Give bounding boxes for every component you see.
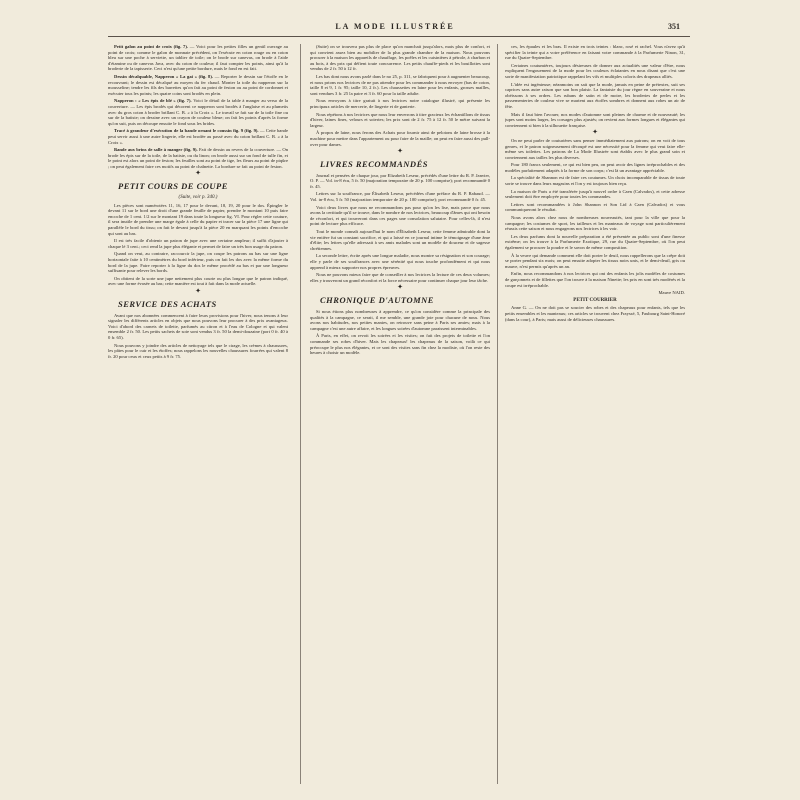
paragraph: L'idée est ingénieuse; néanmoins on sait que la mode, jamais en peine de prétextes, suit ses caprices sans autre raison que son bon plaisir. La fantaisie du jour règne en souveraine et nous obéissons à ses ordres. Les rubans de satin et de moire, les broderies de perles et les passementeries de couleur vive se marient aux étoffes sombres et donnent aux robes un air de fête. <box>505 81 685 109</box>
paragraph: ces, les épaules et les bras. Il existe en trois teintes : blanc, rosé et rachel. Vous n'avez qu'à spécifier la teinte qui a votre préférence en faisant votre commande à la Parfumerie Ninon, 31, rue du Quatre-Septembre. <box>505 44 685 61</box>
column-1 <box>108 44 288 784</box>
paragraph-text: Voici le détail de la table à manger au verso de la couverture. — Les épis brodés qui décorent ce napperon sont brodés à l'anglaise et au plumetis avec du gros coton à broder brillant C. B. « à la Croix ». Le travail se fait sur de la toile fine ou sur de la batiste; on dessine avec un crayon de couleur bleue; on fait les points d'après la forme qu'on suit, puis on découpe ensuite le fond sous les brides. <box>108 98 288 126</box>
running-head <box>110 22 680 36</box>
paragraph: Si nous étions plus nombreuses à apprendre, ce qu'on considère comme la principale des qualités à la campagne, ce serait, il me semble, une grande joie pour chacune de nous. Nous avons nos habitudes, nos petites manies, on retrouve sans peine à Paris ses amies; mais à la campagne c'est une autre affaire, et les longues soirées d'automne paraissent interminables. <box>310 308 490 331</box>
paragraph: Il est très facile d'obtenir un patron de jupe avec une certaine ampleur; il suffit d'ajouter à chaque lé 3 cent.; ceci rend la jupe plus élégante et permet de faire un très bon usage du patron. <box>108 238 288 249</box>
achats-continued <box>310 44 490 147</box>
page-number: 351 <box>668 22 680 31</box>
paragraph: À Paris, en effet, on revoit les soirées et les visites; on fait des projets de toilette et l'on commande ses robes d'hiver. Mais les chapeaux! les chapeaux de la saison, voilà ce qui préoccupe le plus nos élégantes, et ce sont des visites sans fin chez la modiste, où l'on reste des heures à choisir un modèle. <box>310 333 490 356</box>
paragraph: Nous avons alors chez nous de nombreuses nouveautés, tant pour la ville que pour la campagne; les costumes de sport, les tailleurs et les manteaux de voyage sont particulièrement réussis cette saison et nous engageons nos lectrices à les voir. <box>505 215 685 232</box>
column-3 <box>505 44 685 784</box>
couture-notes <box>505 138 685 200</box>
paragraph: Avant que nos abonnées commencent à faire leurs provisions pour l'hiver, nous tenons à leur signaler les différents articles en objets que nous pouvons leur procurer à des prix avantageux. Voici d'abord des carnets de toilette, parfumés au citron et à l'eau de Cologne et qui valent ensemble 2 fr. 50. Les petits sachets de soie sont vendus 3 fr. 50 la demi-douzaine (port 0 fr. 40 à 0 fr. 65). <box>108 312 288 340</box>
ornament-icon <box>310 285 490 291</box>
chronique-body <box>310 309 490 356</box>
paragraph: On ne peut parler de couturières sans penser immédiatement aux patrons; on en voit de tous genres, et le patron soigneusement découpé est une nécessité pour la femme qui veut faire elle-même ses toilettes. Les patrons de La Mode Illustrée sont établis avec le plus grand soin et conviennent aux tailles les plus diverses. <box>505 137 685 160</box>
paragraph <box>108 98 288 126</box>
paragraph: Pour 180 francs seulement, ce qui est bien peu, on peut avoir des lignes irréprochables et des modèles parfaitement adaptés à la forme de son corps; c'est là un avantage appréciable. <box>505 162 685 173</box>
paragraph-lead: Dessin décalquable, Napperon « La gai » (fig. 8). <box>114 73 215 79</box>
paragraph <box>108 44 288 72</box>
achats-body <box>108 313 288 360</box>
column-divider <box>300 44 301 784</box>
paragraph: Tout le monde connaît aujourd'hui le nom d'Élisabeth Leseur, cette femme admirable dont la vie entière fut un constant sacrifice, et qui a laissé en ce journal intime le témoignage d'une âme d'élite; les lettres qu'elle adressait à ses amis malades sont un modèle de douceur et de sagesse chrétiennes. <box>310 229 490 251</box>
section-title-livres: LIVRES RECOMMANDÉS <box>320 158 428 169</box>
ornament-icon <box>310 149 490 155</box>
paragraph: On obtient de la sorte une jupe nettement plus courte ou plus longue que le patron indiqué, avec une forme évasée au bas; cette manière est tout à fait dans la mode actuelle. <box>108 275 288 287</box>
paragraph: Journal et pensées de chaque jour, par Elizabeth Leseur, précédés d'une lettre du R. P. Janvier, O. P. — Vol. in-8 écu, 5 fr. 50 (majoration temporaire de 20 p. 100 comprise); port recommandé 0 fr. 45. <box>310 172 490 189</box>
section-title-achats: SERVICE DES ACHATS <box>118 298 217 309</box>
paragraph: Quand on veut, au contraire, raccourcir la jupe, on coupe les patrons au bas sur une ligne horizontale faite à 10 centimètres du bord inférieur, puis on fait les dos avec la même forme du bord de la jupe. Faire reporter à la ligne du dos le même procédé au bas et par une longueur suffisante pour relever les bords. <box>108 251 288 274</box>
paragraph-lead: Tracé à grandeur d'exécution de la bande ornant le coussin fig. 9 (fig. 9). <box>114 128 260 134</box>
paragraph: Anne G. — On ne doit pas se soucier des robes et des chapeaux pour enfants, tels que les petits ensembles et les manteaux; ces articles se trouvent chez Frayssé, 5, Faubourg Saint-Honoré (dans la cour), à Paris; mais aussi de délicieuses chaussures. <box>505 305 685 322</box>
header-rule <box>108 36 690 37</box>
paragraph: Les deux parfums dont la nouvelle préparation a été présentée au public sont d'une finesse extrême; on les trouve à la Parfumerie Exotique, 29, rue du Quatre-Septembre, où l'on peut également se procurer la poudre et le savon de même composition. <box>505 233 685 250</box>
paragraph-lead: Napperon : « Les épis de blé » (fig. 7). <box>114 98 194 104</box>
paragraph-lead: Petit galon au point de croix (fig. 7). <box>114 44 190 49</box>
paragraph: Nous répétons à nos lectrices que nous leur enverrons à titre gracieux les échantillons de tissus d'hiver, laines fines, velours et soieries; les prix sont de 2 fr. 75 à 12 fr. 50 le mètre suivant la largeur. <box>310 111 490 128</box>
section-title-coupe: PETIT COURS DE COUPE <box>118 181 228 192</box>
paragraph: Les pièces sont numérotées 11, 16, 17 pour le devant, 18, 19, 20 pour le dos. Épingler le devant 11 sur le bord une droit d'une grande feuille de papier, prendre le montant 10 puis faire encoche de 1 cent. 1/2 sur le montant 19 dans toute la longueur fig. VI. Pour régler cette couture, il sera inutile de prendre une marge égale à celle du papier et tracer sur la pièce 17 une ligne qui parallèle le bord du tissu; on fait le devant jusqu'à la pièce 20 en marquant les points d'encoche qui sont au bas. <box>108 202 288 236</box>
paragraph: (Suite) on se trouvera pas plus de place qu'on manchait jusqu'alors, mais plus de confort, et qui convient assez bien au mobilier de la plus grande chambre de la maison. Nous pouvons procurer à la maison les appareils de chauffage, les poêles et les cuisinières à pétrole, à charbon et au bois, à des prix qui défient toute concurrence. Les petits chauffe-pieds et les bouillottes sont vendus de 2 fr. 50 à 12 fr. <box>310 44 490 72</box>
magazine-title: LA MODE ILLUSTRÉE <box>335 22 455 31</box>
paragraph <box>108 147 288 169</box>
paragraph: Voici deux livres que nous ne recommandons pas pour qu'on les lise, mais parce que nous avons la certitude qu'il se trouve, dans le nombre de nos lectrices, beaucoup d'âmes qui ont besoin de réconfort, et qui trouveront dans ces pages une consolation salutaire. Pour celles-là, il n'est point de lecture plus efficace. <box>310 204 490 227</box>
mode-notes <box>505 215 685 288</box>
paragraph-lead: Bande aux brins de salle à manger (fig. 9). <box>114 147 199 153</box>
paragraph: La seconde lettre, écrite après une longue maladie, nous montre sa résignation et son courage; elle y parle de ses souffrances avec une sérénité qui nous touche profondément et qui nous apprend à mieux supporter nos propres épreuves. <box>310 253 490 270</box>
ornament-icon <box>505 130 685 136</box>
tailor-notice: Lettres sont recommandées à John Shannon et Son Ltd à Caen (Calvados) et vous communiqueront le résultat. <box>505 201 685 213</box>
paragraph: Enfin, nous recommandons à nos lectrices qui ont des enfants les jolis modèles de costumes de garçonnets et de fillettes que l'on trouve à la maison Ninette; les prix en sont très modérés et la coupe est irréprochable. <box>505 271 685 288</box>
paragraph: La spécialité de Shannon est de faire ces coutumes. Un choix incomparable de tissus de toute sorte se trouve dans leurs magasins et l'on y est toujours bien reçu. <box>505 175 685 187</box>
coupe-subtitle: (Suite, voir p. 340.) <box>178 195 218 201</box>
paragraph: À propos de laine, nous ferons des Achats pour fournir ainsi de pelotons de laine brosse à la machine pour mettre dans l'appartement ou pour faire de la maille; on peut en faire aussi des pull-over pour dames. <box>310 130 490 147</box>
paragraph: Mais il faut bien l'avouer, nos modes d'automne sont pleines de charme et de nouveauté; les jupes sont moins larges, les corsages plus ajustés; on revient aux formes longues et élégantes qui conviennent si bien à la silhouette française. <box>505 111 685 128</box>
section-title-chronique: CHRONIQUE D'AUTOMNE <box>320 294 434 305</box>
paragraph: Les bas dont nous avons parlé dans le no 25, p. 311, se fabriquent pour à augmenter beaucoup, et nous prions nos lectrices de ne pas attendre pour les commander à nous envoyer (bas de coton, taille 8 et 9, 1 fr. 95; taille 10, 2 fr.). Les chaussettes en laine pour les enfants, grosses mailles, sont vendues 3 fr. 25 la paire et 3 fr. 60 pour la taille adulte. <box>310 73 490 96</box>
paragraph-text: — Voici pour les petites filles un gentil ouvrage au point de croix; comme le galon de monnaie précédent, on l'exécute en coton rouge ou en coton bleu sur une poche à serviette, un tablier de toile; on le brode sur canevas, on brode à l'aide d'étamine ou de canevas Java, avec du coton de couleur; il faut compter les points, ainsi qu'à la broderie de la tapisserie. Ceci n'est qu'une petite bordure, mais le fond en est fait. <box>108 44 288 72</box>
livres-body <box>310 173 490 284</box>
paragraph-text: Fait de dessin au revers de la couverture. — On brode les épis sur de la toile, de la batiste, ou du linon; on brode aussi sur un fond de tulle fin, et le point est alors un point de feston; les feuilles sont au point de tige, les fleurs au point de piqûre ; on peut également faire ces motifs au point de chaînette. La bordure se fait au point de feston. <box>108 147 288 169</box>
paragraph: Certaines coutumières, toujours désireuses de donner aux actualités une valeur d'être, nous expliquent l'engouement de la mode pour les couleurs éclatantes en nous disant que c'est une sorte de manifestation patriotique rappelant les vifs et multiples coloris des drapeaux alliés. <box>505 62 685 79</box>
ornament-icon <box>108 289 288 295</box>
paragraph: Lettres sur la souffrance, par Élisabeth Leseur, précédées d'une préface du R. P. Rabaud. — Vol. in-8 écu, 5 fr. 50 (majoration temporaire de 20 p. 100 comprise); port recommandé 0 fr. 45. <box>310 191 490 203</box>
column-2 <box>310 44 490 784</box>
paragraph: À la veuve qui demande comment elle doit porter le deuil, nous rappellerons que la crêpe doit se porter pendant six mois; on peut ensuite adopter les tissus noirs unis, et le demi-deuil, gris ou mauve, n'est permis qu'après un an. <box>505 252 685 269</box>
column-divider <box>497 44 498 784</box>
paragraph: La maison de Paris a été transférée jusqu'à nouvel ordre à Caen (Calvados), et cette adresse seulement doit être employée pour toutes les commandes. <box>505 188 685 200</box>
petit-courrier-heading: PETIT COURRIER <box>573 297 617 303</box>
paragraph: Nous envoyons à titre gratuit à nos lectrices notre catalogue illustré, qui présente les principaux articles de mercerie, de lingerie et de ganterie. <box>310 98 490 109</box>
paragraph: Nous pouvons y joindre des articles de nettoyage tels que le cirage, les crèmes à chaussures, les pâtes pour le cuir et les étoffes; nous rappelons les nouvelles chaussures fourrées qui valent 8 fr. 20 pour ceux et ceux petits à 9 fr. 75. <box>108 342 288 359</box>
coupe-body <box>108 203 288 287</box>
ornament-icon <box>108 171 288 177</box>
paragraph <box>108 74 288 96</box>
paragraph-text: — Reporter le dessin sur l'étoffe en le recouvrant; le dessin est décalqué au moyen du fer chaud. Monter la toile du napperon sur la mousseline; tendre les fils des barrettes qu'on fait au point de feston ou au point de cordonnet et exécuter tous les points; les quatre coins sont brodés en plein. <box>108 73 288 96</box>
signature: Mauve NAID. <box>658 290 685 296</box>
chronique-continued <box>505 44 685 128</box>
embroidery-notes <box>108 44 288 169</box>
courrier-body <box>505 305 685 322</box>
paragraph-text: — Cette bande peut servir aussi à une autre lingerie, elle est brodée au passé avec du coton brillant C. B. « à la Croix ». <box>108 128 288 145</box>
paragraph <box>108 128 288 145</box>
paragraph: Nous ne pouvons mieux faire que de conseiller à nos lectrices la lecture de ces deux volumes; elles y trouveront un grand réconfort et la force nécessaire pour continuer chaque jour leur tâche. <box>310 272 490 283</box>
